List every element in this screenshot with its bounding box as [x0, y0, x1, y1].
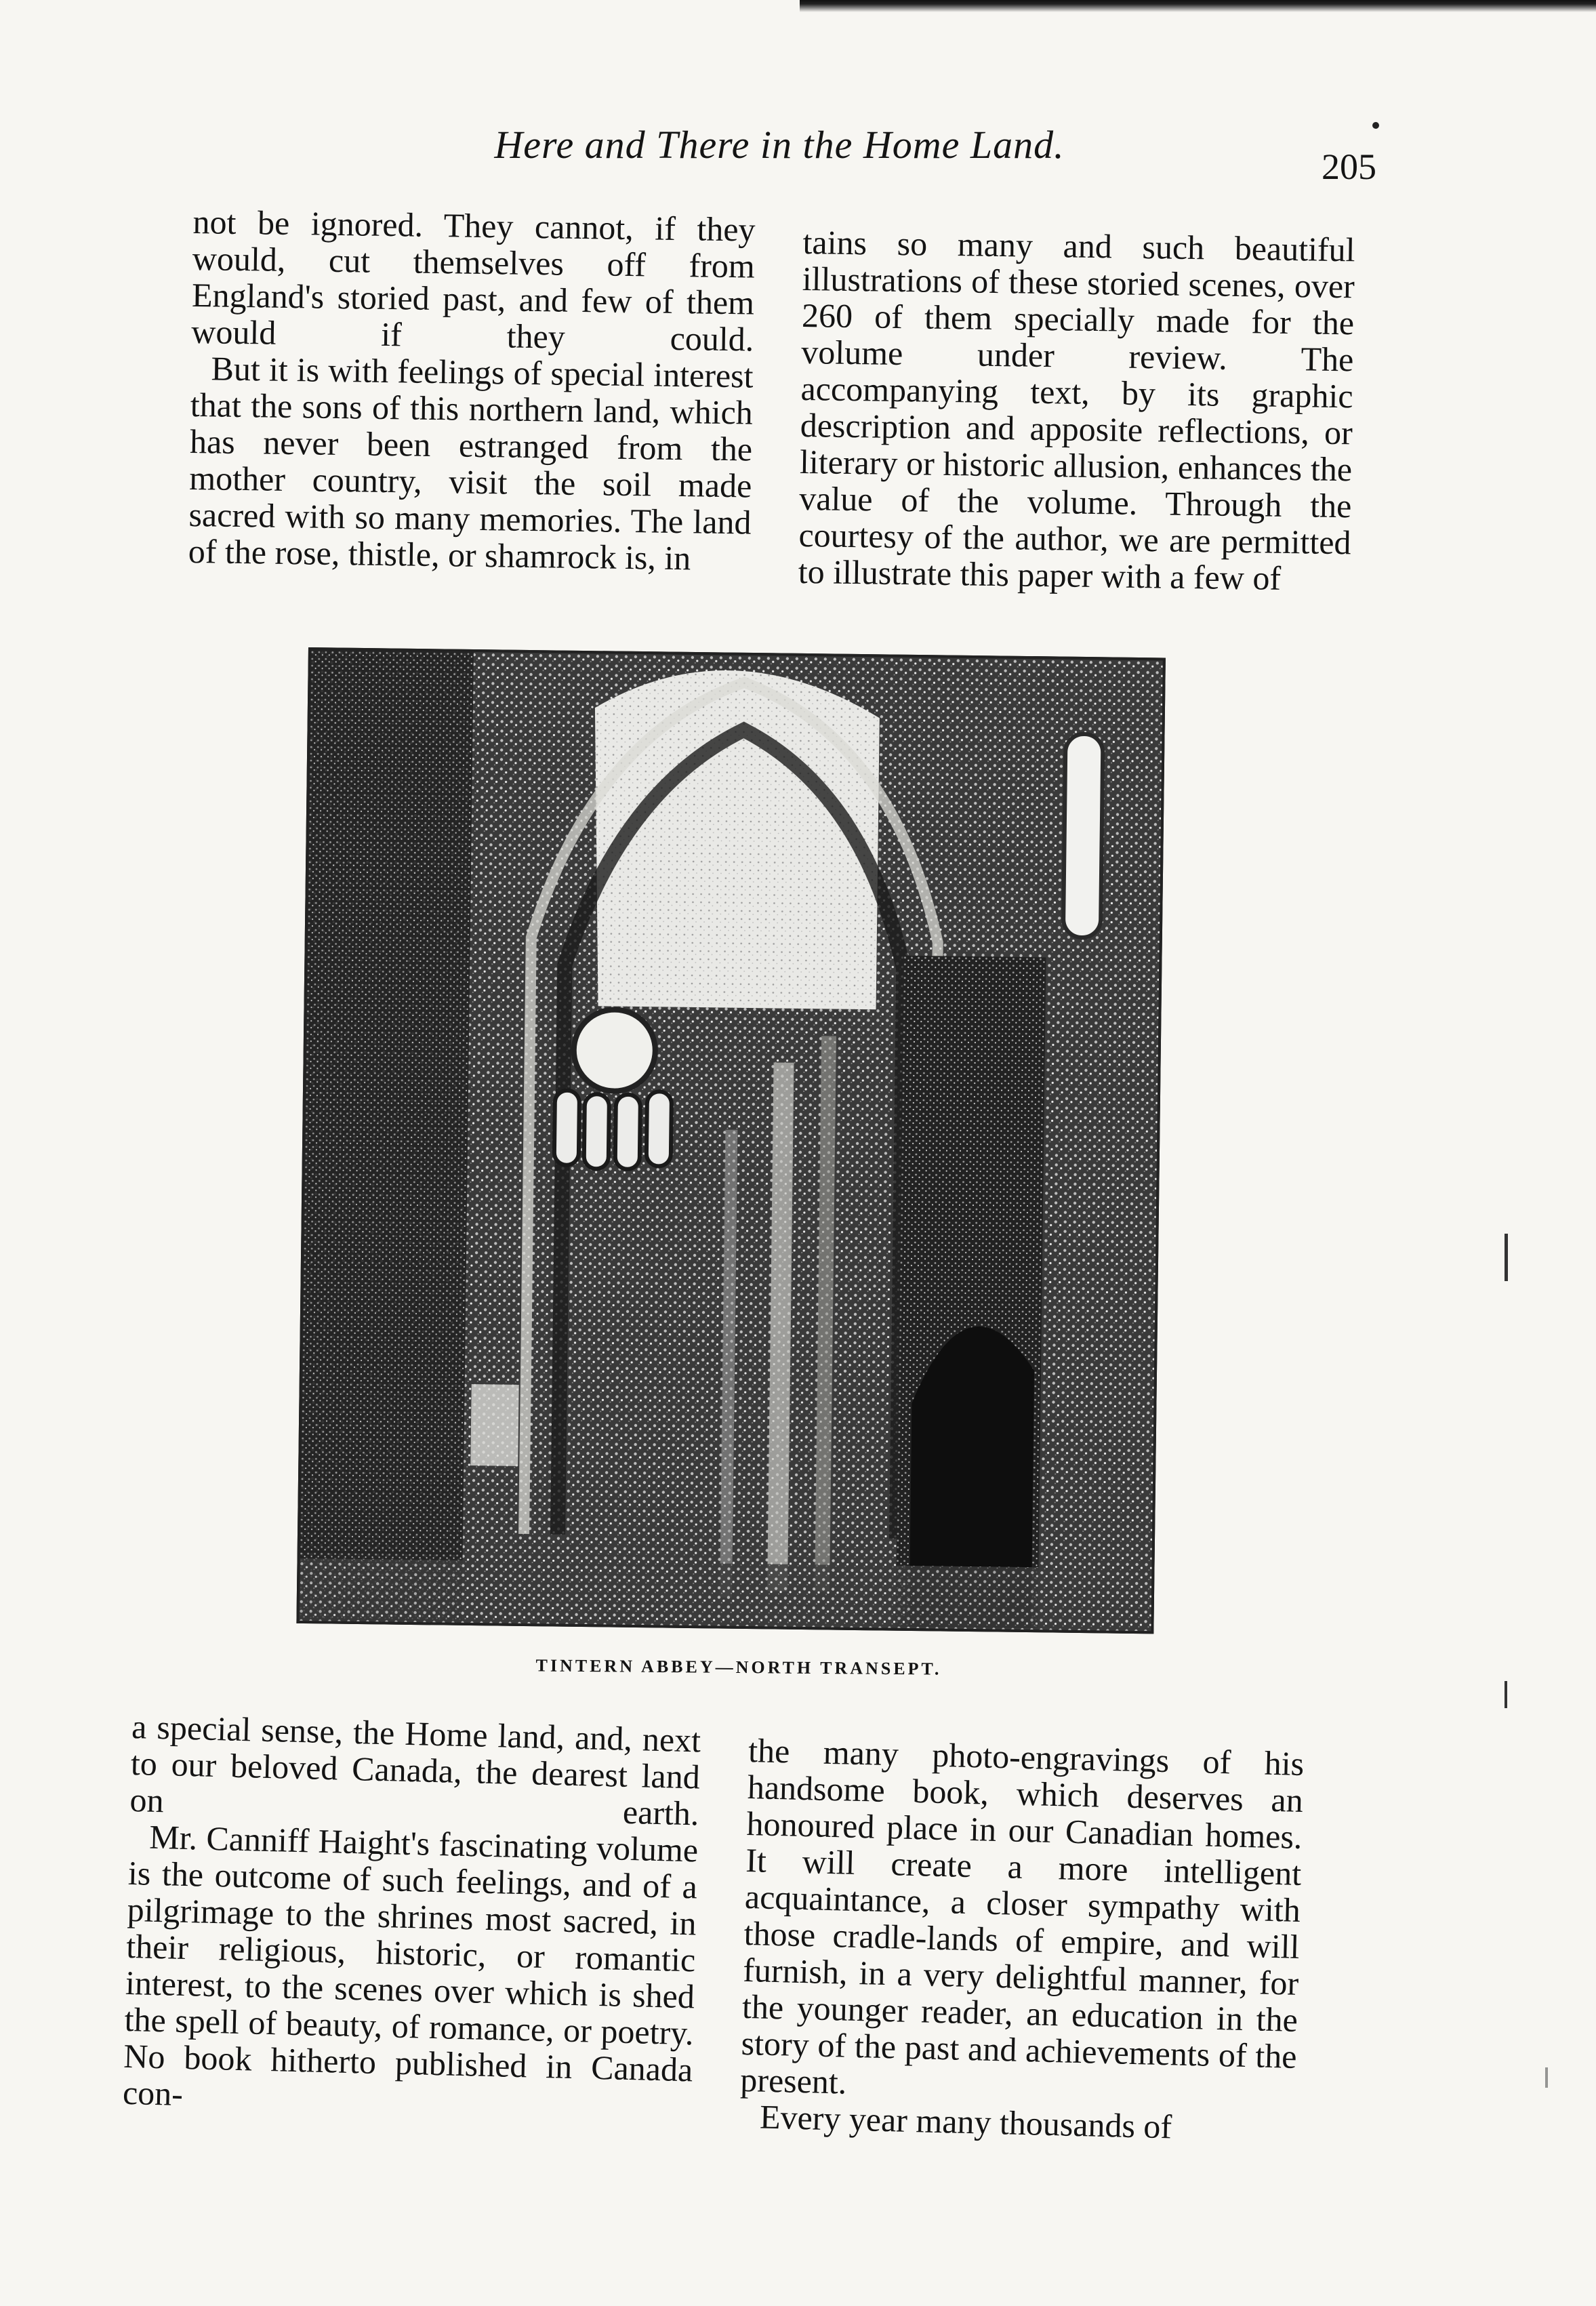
paragraph: But it is with feelings of special interest that the sons of this northern land, which has never been estranged from the mother country, visit the soil made sacred with so many memories. The land of the rose, thistle, or shamrock is, in [188, 349, 754, 578]
column-top-right [798, 224, 1355, 597]
column-bottom-right [739, 1732, 1304, 2148]
paragraph: not be ignored. They cannot, if they would, cut themselves off from England's storied past, and few of them would if they could. [190, 203, 756, 359]
abbey-photograph [296, 647, 1165, 1634]
paragraph: Mr. Canniff Haight's fascinating volume is the outcome of such feelings, and of a pilgrimage to the shrines most sacred, in their religious, historic, or romantic interest, to the scenes over which is shed the spell of beauty, of romance, or poetry. No book hitherto published in Canada con- [122, 1817, 699, 2113]
column-top-left [188, 203, 755, 578]
scan-edge [800, 0, 1596, 12]
paragraph: the many photo-engravings of his handsome book, which deserves an honoured place in our Canadian homes. It will create a more intelligent acquaintance, a closer sympathy with those cradle-lands of empire, and will furnish, in a very delightful manner, for the younger reader, an education in the story of the past and achievements of the present. [739, 1731, 1305, 2101]
paragraph: Every year many thousands of [759, 2097, 1172, 2146]
margin-mark [1505, 1681, 1507, 1708]
paragraph: a special sense, the Home land, and, next to our beloved Canada, the dearest land on earth. [129, 1707, 701, 1833]
running-title: Here and There in the Home Land. [494, 123, 1065, 167]
column-bottom-left [122, 1708, 701, 2124]
margin-mark [1545, 2067, 1548, 2088]
figure-caption: TINTERN ABBEY—NORTH TRANSEPT. [535, 1655, 942, 1679]
margin-mark [1505, 1234, 1508, 1281]
ink-dot [1372, 122, 1379, 129]
paragraph: tains so many and such beautiful illustrations of these storied scenes, over 260 of them specially made for the volume under review. The accompanying text, by its graphic description and apposite reflections, or literary or historic allusion, enhances the value of the volume. Through the courtesy of the author, we are permitted to illustrate this paper with a few of [798, 223, 1355, 597]
page-number: 205 [1322, 146, 1376, 187]
